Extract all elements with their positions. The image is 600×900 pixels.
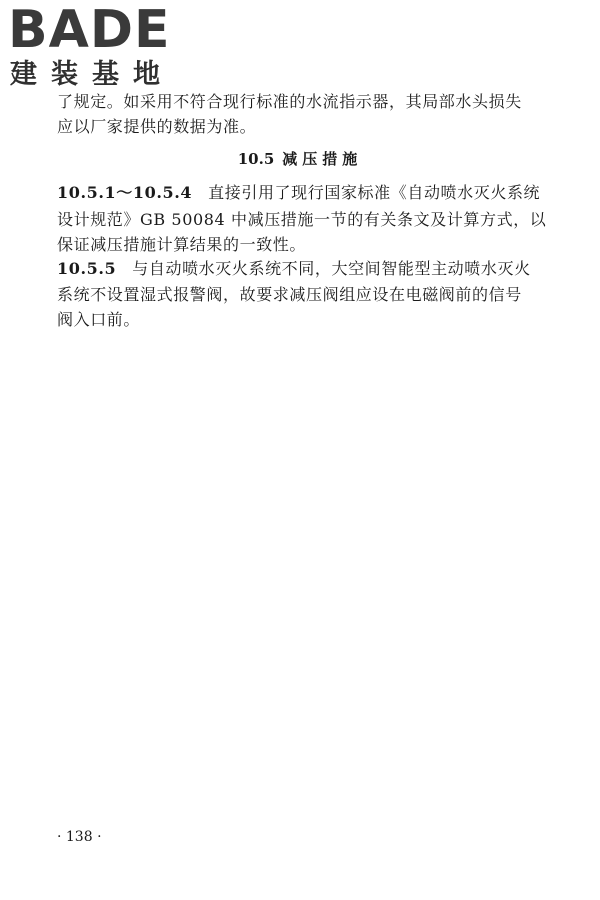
clause-number: 10.5.1～10.5.4 (57, 183, 193, 202)
text-line: 阀入口前。 (57, 310, 141, 329)
text-line: 系统不设置湿式报警阀，故要求减压阀组应设在电磁阀前的信号 (57, 285, 522, 304)
section-number: 10.5 (237, 150, 275, 168)
section-title: 减压措施 (282, 150, 363, 168)
watermark-brand: BADE (8, 0, 171, 60)
clause-text: 直接引用了现行国家标准《自动喷水灭火系统 (208, 183, 541, 202)
page-number: · 138 · (57, 829, 102, 845)
clause-paragraph-line (57, 259, 531, 279)
watermark-subtitle: 建装基地 (10, 59, 174, 90)
section-heading (0, 149, 600, 169)
clause-number: 10.5.5 (57, 259, 117, 278)
text-line: 应以厂家提供的数据为准。 (57, 117, 257, 136)
watermark-logo (8, 0, 178, 92)
text-line: 保证减压措施计算结果的一致性。 (57, 235, 307, 254)
text-line: 设计规范》GB 50084 中减压措施一节的有关条文及计算方式，以 (57, 210, 547, 229)
clause-paragraph-line (57, 183, 540, 203)
clause-text: 与自动喷水灭火系统不同，大空间智能型主动喷水灭火 (132, 259, 531, 278)
text-line: 了规定。如采用不符合现行标准的水流指示器，其局部水头损失 (57, 92, 522, 111)
